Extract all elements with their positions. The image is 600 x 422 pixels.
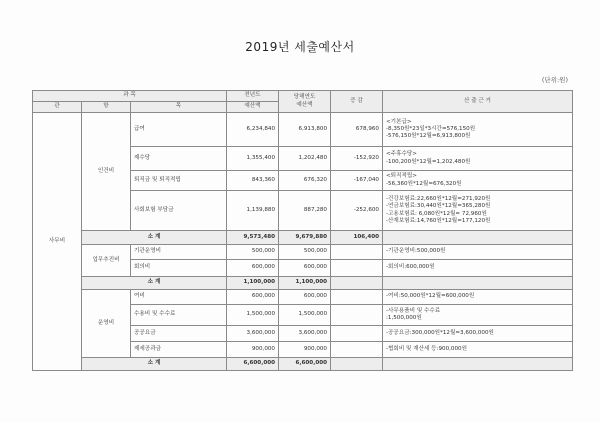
curr-insurance: 887,280	[279, 191, 331, 231]
basis-utilities: -공공요금:300,000원*12월=3,600,000원	[383, 326, 573, 342]
diff-severance: -167,040	[331, 171, 383, 191]
basis-line: -576,150원*12월=6,913,800원	[386, 133, 471, 140]
subtotal-prev: 6,600,000	[227, 358, 279, 371]
basis-travel: -여비:50,000원*12월=600,000원	[383, 290, 573, 305]
basis-allowance	[383, 147, 573, 171]
basis-line: -100,200원*12월=1,202,480원	[386, 158, 471, 165]
document-title: 2019년 세출예산서	[245, 40, 355, 54]
basis-line: -산재보험료:14,760원*12월=177,120원	[386, 217, 491, 224]
header-curr-year-label: 당해연도	[293, 94, 316, 101]
header-basis: 산 출 근 거	[383, 91, 573, 113]
row-subtotal-business	[33, 277, 573, 290]
basis-line: <퇴직적립>	[386, 173, 417, 180]
unit-label: (단위:원)	[541, 76, 568, 84]
basis-salary	[383, 113, 573, 147]
row-subtotal-operation	[33, 358, 573, 371]
header-category: 과 목	[33, 91, 227, 102]
prev-allowance: 1,355,400	[227, 147, 279, 171]
subtotal-diff	[331, 358, 383, 371]
subtotal-label: 소 계	[82, 358, 227, 371]
hang-personnel: 인건비	[82, 113, 131, 231]
subtotal-diff: 106,400	[331, 231, 383, 245]
row-subtotal-personnel	[33, 231, 573, 245]
basis-line: -사무용품비 및 수수료	[386, 307, 441, 314]
prev-utilities: 3,600,000	[227, 326, 279, 342]
subtotal-basis	[383, 358, 573, 371]
mok-salary: 급여	[131, 113, 227, 147]
header-diff: 증 감	[331, 91, 383, 113]
basis-line: <기본급>	[386, 118, 412, 125]
header-curr-amount-label: 예산액	[296, 101, 313, 108]
row-travel	[33, 290, 573, 305]
budget-table	[32, 90, 573, 371]
header-prev-amount: 예산액	[227, 102, 279, 113]
prev-meeting: 600,000	[227, 260, 279, 277]
curr-severance: 676,320	[279, 171, 331, 191]
row-salary	[33, 113, 573, 147]
basis-insurance	[383, 191, 573, 231]
gwan-cell: 사무비	[33, 113, 82, 371]
prev-insurance: 1,139,880	[227, 191, 279, 231]
prev-salary: 6,234,840	[227, 113, 279, 147]
basis-line: -건강보험료:22,660원*12월=271,920원	[386, 196, 491, 203]
basis-line: :1,500,000원	[386, 315, 422, 321]
diff-travel	[331, 290, 383, 305]
diff-allowance: -152,920	[331, 147, 383, 171]
curr-dues: 900,000	[279, 342, 331, 358]
curr-travel: 600,000	[279, 290, 331, 305]
subtotal-basis	[383, 277, 573, 290]
header-row-1	[33, 91, 573, 102]
header-mok: 목	[131, 102, 227, 113]
basis-supplies	[383, 305, 573, 326]
diff-insurance: -252,600	[331, 191, 383, 231]
mok-allowance: 제수당	[131, 147, 227, 171]
curr-meeting: 600,000	[279, 260, 331, 277]
subtotal-prev: 9,573,480	[227, 231, 279, 245]
diff-utilities	[331, 326, 383, 342]
curr-agency: 500,000	[279, 245, 331, 260]
header-hang: 항	[82, 102, 131, 113]
curr-utilities: 3,600,000	[279, 326, 331, 342]
basis-meeting: -회의비:600,000원	[383, 260, 573, 277]
basis-line: -연금보험료:30,440원*12월=365,280원	[386, 203, 491, 210]
diff-meeting	[331, 260, 383, 277]
mok-utilities: 공공요금	[131, 326, 227, 342]
header-prev-year: 전년도	[227, 91, 279, 102]
diff-salary: 678,960	[331, 113, 383, 147]
basis-line: -고용보험료: 6,080원*12월= 72,960원	[386, 210, 487, 217]
mok-insurance: 사회보험 부담금	[131, 191, 227, 231]
prev-severance: 843,360	[227, 171, 279, 191]
basis-dues: -협회비 및 재산세 등:900,000원	[383, 342, 573, 358]
curr-supplies: 1,500,000	[279, 305, 331, 326]
basis-line: -56,360원*12월=676,320원	[386, 180, 462, 187]
basis-line: <주휴수당>	[386, 151, 417, 158]
hang-operation: 운영비	[82, 290, 131, 358]
hang-business: 업무추진비	[82, 245, 131, 277]
header-curr-year	[279, 91, 331, 113]
basis-severance	[383, 171, 573, 191]
header-gwan: 관	[33, 102, 82, 113]
row-agency	[33, 245, 573, 260]
basis-line: -8,350원*23일*3시간=576,150원	[386, 125, 476, 132]
subtotal-curr: 1,100,000	[279, 277, 331, 290]
diff-agency	[331, 245, 383, 260]
curr-allowance: 1,202,480	[279, 147, 331, 171]
subtotal-curr: 6,600,000	[279, 358, 331, 371]
diff-dues	[331, 342, 383, 358]
mok-supplies: 수용비 및 수수료	[131, 305, 227, 326]
diff-supplies	[331, 305, 383, 326]
prev-dues: 900,000	[227, 342, 279, 358]
subtotal-diff	[331, 277, 383, 290]
mok-meeting: 회의비	[131, 260, 227, 277]
mok-agency: 기관운영비	[131, 245, 227, 260]
subtotal-label: 소 계	[82, 231, 227, 245]
prev-supplies: 1,500,000	[227, 305, 279, 326]
subtotal-basis	[383, 231, 573, 245]
subtotal-prev: 1,100,000	[227, 277, 279, 290]
prev-agency: 500,000	[227, 245, 279, 260]
basis-agency: -기관운영비:500,000원	[383, 245, 573, 260]
mok-travel: 여비	[131, 290, 227, 305]
subtotal-label: 소 계	[82, 277, 227, 290]
subtotal-curr: 9,679,880	[279, 231, 331, 245]
prev-travel: 600,000	[227, 290, 279, 305]
mok-severance: 퇴직금 및 퇴직적립	[131, 171, 227, 191]
curr-salary: 6,913,800	[279, 113, 331, 147]
mok-dues: 제세공과금	[131, 342, 227, 358]
